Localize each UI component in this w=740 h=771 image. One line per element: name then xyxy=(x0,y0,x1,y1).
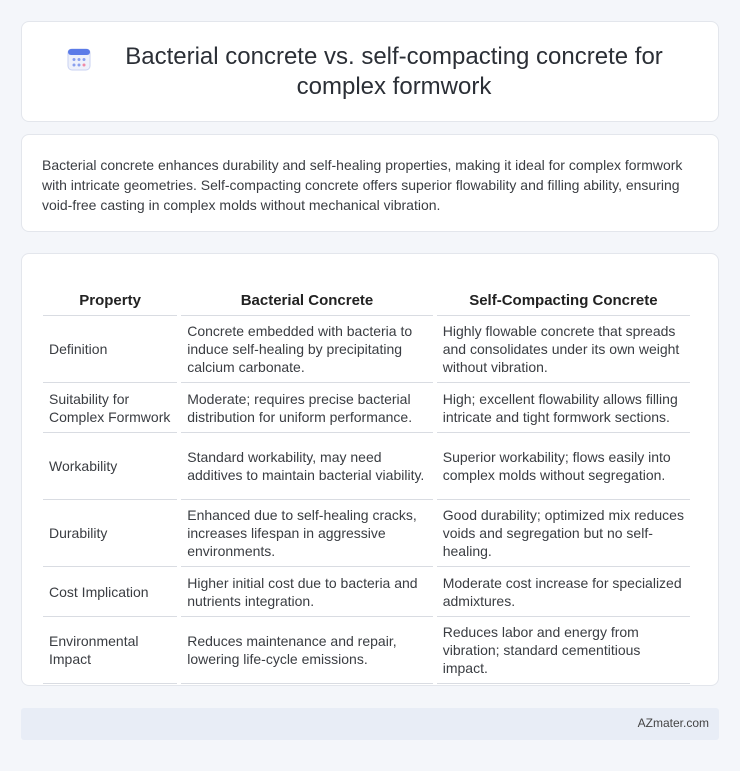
title-card xyxy=(21,21,719,122)
table-row xyxy=(43,433,690,500)
table-row xyxy=(43,316,690,383)
header-property: Property xyxy=(43,272,177,316)
self-compacting-cell: High; excellent flowability allows filling intricate and tight formwork sections. xyxy=(437,383,690,433)
header-self-compacting-concrete: Self-Compacting Concrete xyxy=(437,272,690,316)
property-cell: Definition xyxy=(43,316,177,383)
footer-brand: AZmater.com xyxy=(637,716,709,730)
table-header-row xyxy=(43,272,690,316)
bacterial-cell: Reduces maintenance and repair, lowering life-cycle emissions. xyxy=(181,617,433,684)
summary-card xyxy=(21,134,719,232)
self-compacting-cell: Moderate cost increase for specialized admixtures. xyxy=(437,567,690,617)
self-compacting-cell: Reduces labor and energy from vibration; standard cementitious impact. xyxy=(437,617,690,684)
page-title: Bacterial concrete vs. self-compacting concrete for complex formwork xyxy=(125,42,663,100)
table-row xyxy=(43,383,690,433)
property-cell: Workability xyxy=(43,433,177,500)
calendar-icon xyxy=(66,46,92,72)
comparison-table xyxy=(39,272,694,684)
property-cell: Cost Implication xyxy=(43,567,177,617)
bacterial-cell: Moderate; requires precise bacterial distribution for uniform performance. xyxy=(181,383,433,433)
title-wrap xyxy=(66,42,674,102)
table-row xyxy=(43,500,690,567)
header-bacterial-concrete: Bacterial Concrete xyxy=(181,272,433,316)
property-cell: Suitability for Complex Formwork xyxy=(43,383,177,433)
table-row xyxy=(43,567,690,617)
table-row xyxy=(43,617,690,684)
self-compacting-cell: Superior workability; flows easily into complex molds without segregation. xyxy=(437,433,690,500)
comparison-table-card xyxy=(21,253,719,686)
self-compacting-cell: Highly flowable concrete that spreads and consolidates under its own weight without vibration. xyxy=(437,316,690,383)
property-cell: Environmental Impact xyxy=(43,617,177,684)
bacterial-cell: Standard workability, may need additives to maintain bacterial viability. xyxy=(181,433,433,500)
self-compacting-cell: Good durability; optimized mix reduces voids and segregation but no self-healing. xyxy=(437,500,690,567)
bacterial-cell: Concrete embedded with bacteria to induce self-healing by precipitating calcium carbonate. xyxy=(181,316,433,383)
property-cell: Durability xyxy=(43,500,177,567)
footer xyxy=(21,708,719,740)
summary-text: Bacterial concrete enhances durability and self-healing properties, making it ideal for complex formwork with intricate geometries. Self-compacting concrete offers superior flowability and filling ability, ensuring void-free casting in complex molds without mechanical vibration. xyxy=(42,157,683,213)
bacterial-cell: Higher initial cost due to bacteria and nutrients integration. xyxy=(181,567,433,617)
bacterial-cell: Enhanced due to self-healing cracks, increases lifespan in aggressive environments. xyxy=(181,500,433,567)
